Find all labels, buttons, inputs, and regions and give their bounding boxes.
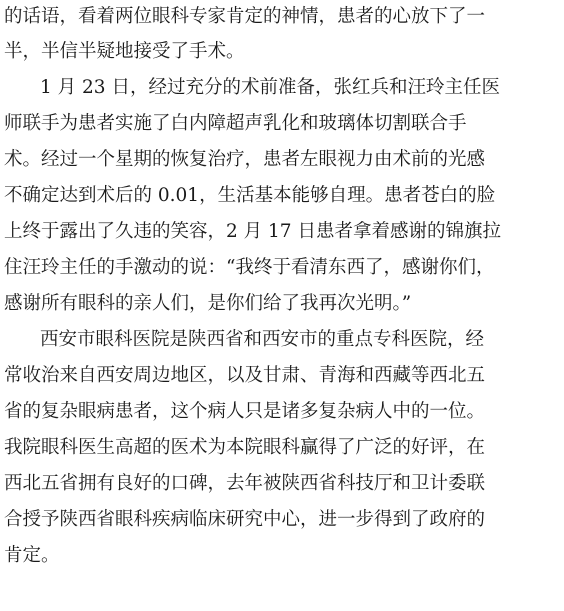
text-line-11: 常收治来自西安周边地区，以及甘肃、青海和西藏等西北五 — [4, 365, 486, 386]
text-line-2: 半，半信半疑地接受了手术。 — [4, 41, 245, 62]
text-line-3: 1 月 23 日，经过充分的术前准备，张红兵和汪玲主任医 — [40, 77, 500, 98]
text-line-5: 术。经过一个星期的恢复治疗，患者左眼视力由术前的光感 — [4, 149, 486, 170]
text-line-7: 上终于露出了久违的笑容，2 月 17 日患者拿着感谢的锦旗拉 — [4, 221, 501, 242]
text-line-15: 合授予陕西省眼科疾病临床研究中心，进一步得到了政府的 — [4, 509, 486, 530]
text-line-12: 省的复杂眼病患者，这个病人只是诸多复杂病人中的一位。 — [4, 401, 486, 422]
text-line-13: 我院眼科医生高超的医术为本院眼科赢得了广泛的好评，在 — [4, 437, 486, 458]
text-line-14: 西北五省拥有良好的口碑，去年被陕西省科技厅和卫计委联 — [4, 473, 486, 494]
text-line-10: 西安市眼科医院是陕西省和西安市的重点专科医院，经 — [40, 329, 485, 350]
text-line-6: 不确定达到术后的 0.01，生活基本能够自理。患者苍白的脸 — [4, 185, 496, 206]
text-line-4: 师联手为患者实施了白内障超声乳化和玻璃体切割联合手 — [4, 113, 467, 134]
text-line-1: 的话语，看着两位眼科专家肯定的神情，患者的心放下了一 — [4, 6, 486, 27]
text-line-8: 住汪玲主任的手激动的说：“我终于看清东西了，感谢你们， — [4, 257, 495, 278]
text-line-16: 肯定。 — [4, 545, 60, 566]
text-line-9: 感谢所有眼科的亲人们，是你们给了我再次光明。” — [4, 293, 412, 314]
